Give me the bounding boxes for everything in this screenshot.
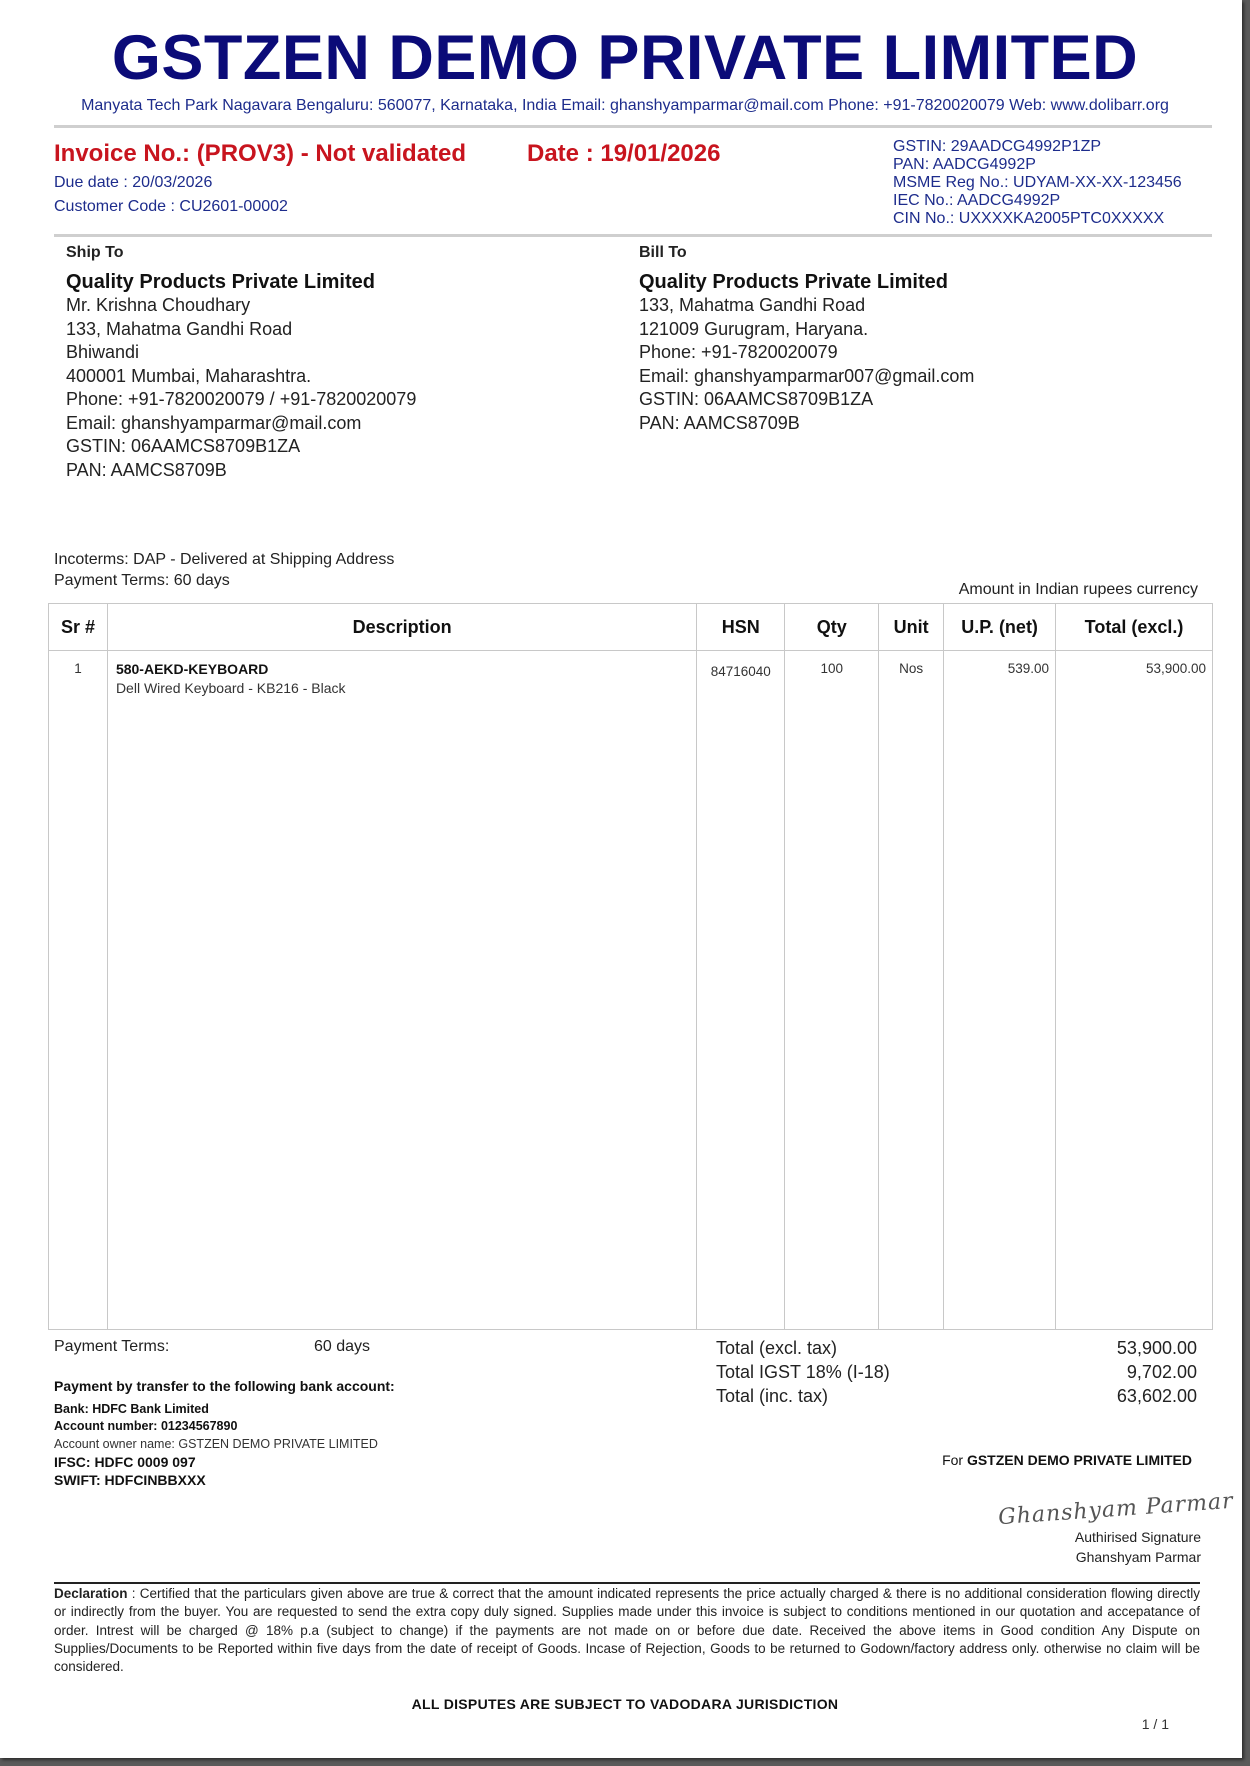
items-table — [48, 603, 1213, 1330]
page-number: 1 / 1 — [1141, 1716, 1169, 1732]
cell-hsn: 84716040 — [697, 651, 785, 1330]
bill-to-line: 133, Mahatma Gandhi Road — [639, 295, 866, 315]
swift-code: SWIFT: HDFCINBBXXX — [54, 1472, 206, 1488]
declaration-label: Declaration — [54, 1586, 128, 1601]
total-inc-value: 63,602.00 — [1116, 1386, 1197, 1406]
ship-to-name: Quality Products Private Limited — [66, 271, 375, 293]
header-divider — [54, 125, 1212, 128]
ifsc-code: IFSC: HDFC 0009 097 — [54, 1454, 196, 1470]
cell-sr: 1 — [49, 651, 108, 1330]
handwritten-signature: Ghanshyam Parmar — [997, 1488, 1235, 1531]
bill-to-name: Quality Products Private Limited — [639, 271, 948, 293]
ship-to-block — [66, 244, 416, 482]
company-name: GSTZEN DEMO PRIVATE LIMITED — [111, 23, 1139, 93]
pan: PAN: AADCG4992P — [893, 156, 1036, 173]
company-address: Manyata Tech Park Nagavara Bengaluru: 560077, Karnataka, India Email: ghanshyamparmar@mail.com Phone: +91-7820020079 Web: www.dolibarr.org — [81, 97, 1169, 114]
for-company — [942, 1452, 1192, 1468]
bill-to-line: PAN: AAMCS8709B — [639, 412, 800, 433]
col-total-excl: Total (excl.) — [1056, 604, 1213, 651]
for-prefix: For — [942, 1452, 964, 1468]
bank-name: Bank: HDFC Bank Limited — [54, 1402, 209, 1416]
ship-to-line: Email: ghanshyamparmar@mail.com — [66, 412, 362, 433]
gstin: GSTIN: 29AADCG4992P1ZP — [893, 138, 1102, 155]
product-ref: 580-AEKD-KEYBOARD — [115, 661, 269, 677]
declaration-text: : Certified that the particulars given above are true & correct that the amount indicated represents the price actually charged & there is no additional consideration flowing directly or indirectly from the buyer. You are requested to send the extra copy duly signed. Supplies made under this invoice is subject to conditions mentioned in our quotation and accepatance of order. Intrest will be charged @ 18% p.a (subject to change) if the payments are not made on or before due date. Received the above items in Good condition Any Dispute on Supplies/Documents to be Reported within five days from the date of receipt of Goods. Incase of Rejection, Goods to be returned to Godown/factory address only. otherwise no claim will be considered. — [54, 1586, 1200, 1675]
table-row — [49, 651, 1213, 1330]
total-inc-label: Total (inc. tax) — [716, 1386, 829, 1406]
ship-to-title: Ship To — [66, 244, 124, 261]
account-number: Account number: 01234567890 — [54, 1419, 238, 1433]
cell-qty: 100 — [785, 651, 879, 1330]
payment-terms-value: 60 days — [314, 1338, 371, 1355]
bill-to-block — [639, 244, 974, 435]
signature-title: Authirised Signature — [1074, 1529, 1201, 1545]
due-date: Due date : 20/03/2026 — [54, 174, 213, 191]
address-divider — [54, 234, 1212, 237]
currency-note: Amount in Indian rupees currency — [958, 581, 1198, 598]
bill-to-line: GSTIN: 06AAMCS8709B1ZA — [639, 389, 874, 409]
col-unit-price: U.P. (net) — [944, 604, 1056, 651]
ship-to-line: 400001 Mumbai, Maharashtra. — [66, 365, 312, 386]
bill-to-title: Bill To — [639, 244, 687, 261]
cell-description — [107, 651, 696, 1330]
total-excl-label: Total (excl. tax) — [716, 1338, 838, 1358]
msme-reg: MSME Reg No.: UDYAM-XX-XX-123456 — [893, 174, 1182, 191]
jurisdiction-note: ALL DISPUTES ARE SUBJECT TO VADODARA JURISDICTION — [411, 1696, 839, 1712]
ship-to-line: Mr. Krishna Choudhary — [66, 295, 251, 315]
col-hsn: HSN — [697, 604, 785, 651]
ship-to-line: 133, Mahatma Gandhi Road — [66, 318, 293, 339]
product-desc: Dell Wired Keyboard - KB216 - Black — [115, 680, 346, 696]
bill-to-line: 121009 Gurugram, Haryana. — [639, 318, 869, 339]
total-igst-label: Total IGST 18% (I-18) — [716, 1362, 890, 1382]
col-unit: Unit — [879, 604, 944, 651]
table-header-row — [49, 604, 1213, 651]
col-description: Description — [107, 604, 696, 651]
payment-terms-top: Payment Terms: 60 days — [54, 572, 230, 589]
cin-no: CIN No.: UXXXXKA2005PTC0XXXXX — [893, 210, 1165, 227]
total-excl-value: 53,900.00 — [1116, 1338, 1197, 1358]
incoterms: Incoterms: DAP - Delivered at Shipping Address — [54, 551, 395, 568]
cell-total: 53,900.00 — [1056, 651, 1213, 1330]
invoice-date: Date : 19/01/2026 — [527, 140, 721, 167]
bill-to-line: Email: ghanshyamparmar007@gmail.com — [639, 365, 975, 386]
cell-unit-price: 539.00 — [944, 651, 1056, 1330]
cell-unit: Nos — [879, 651, 944, 1330]
ship-to-line: Bhiwandi — [66, 342, 140, 362]
iec-no: IEC No.: AADCG4992P — [893, 192, 1061, 209]
invoice-number: Invoice No.: (PROV3) - Not validated — [54, 140, 467, 167]
ship-to-line: Phone: +91-7820020079 / +91-7820020079 — [66, 389, 417, 409]
signatory-name: Ghanshyam Parmar — [1075, 1549, 1201, 1565]
declaration-divider — [54, 1582, 1200, 1584]
for-company-name: GSTZEN DEMO PRIVATE LIMITED — [966, 1452, 1192, 1468]
account-owner: Account owner name: GSTZEN DEMO PRIVATE LIMITED — [54, 1437, 378, 1451]
customer-code: Customer Code : CU2601-00002 — [54, 198, 288, 215]
bank-heading: Payment by transfer to the following bank account: — [54, 1378, 395, 1394]
ship-to-line: GSTIN: 06AAMCS8709B1ZA — [66, 436, 301, 456]
col-qty: Qty — [785, 604, 879, 651]
declaration — [54, 1585, 1200, 1676]
col-sr: Sr # — [49, 604, 108, 651]
payment-terms-label: Payment Terms: — [54, 1338, 170, 1355]
total-igst-value: 9,702.00 — [1126, 1362, 1197, 1382]
bill-to-line: Phone: +91-7820020079 — [639, 342, 838, 362]
registration-block — [893, 138, 1182, 228]
ship-to-line: PAN: AAMCS8709B — [66, 459, 227, 480]
